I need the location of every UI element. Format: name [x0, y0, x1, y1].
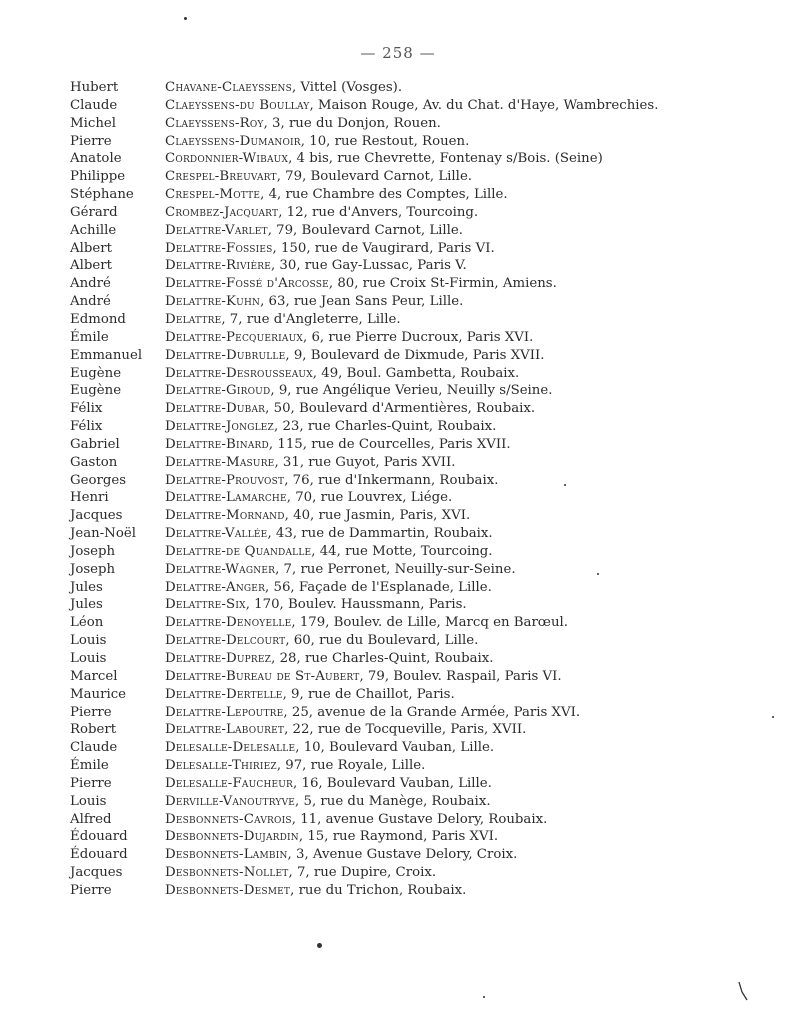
directory-entry: [0, 686, 796, 704]
scan-speck: [317, 943, 322, 948]
address: , 7, rue Dupire, Croix.: [288, 865, 437, 881]
address: , 4 bis, rue Chevrette, Fontenay s/Bois. (Seine): [288, 151, 603, 167]
address: , 9, Boulevard de Dixmude, Paris XVII.: [285, 347, 545, 363]
directory-entry: [0, 186, 796, 204]
entry-details: [165, 668, 562, 686]
first-name: Achille: [70, 222, 117, 238]
surname: Delattre-Masure: [165, 454, 275, 470]
surname: Delattre-Lepoutre: [165, 704, 284, 720]
surname: Claeyssens-du Boullay: [165, 97, 310, 113]
first-name: Jean-Noël: [70, 526, 136, 542]
first-name: Stéphane: [70, 187, 134, 203]
address: , 15, rue Raymond, Paris XVI.: [298, 829, 499, 845]
surname: Derville-Vanoutryve: [165, 793, 296, 809]
first-name: Henri: [70, 490, 109, 506]
address: , 63, rue Jean Sans Peur, Lille.: [260, 294, 464, 310]
entry-details: [165, 704, 580, 722]
surname: Delattre-Bureau de St-Aubert: [165, 668, 360, 684]
directory-entry: [0, 793, 796, 811]
directory-entry: [0, 257, 796, 275]
directory-entry: [0, 329, 796, 347]
surname: Delattre-Mornand: [165, 508, 285, 524]
address: , 43, rue de Dammartin, Roubaix.: [267, 526, 493, 542]
first-name: André: [70, 294, 111, 310]
surname: Delattre-Dubrulle: [165, 347, 286, 363]
address: , 31, rue Guyot, Paris XVII.: [274, 454, 456, 470]
first-name: Emmanuel: [70, 347, 143, 363]
entry-details: [165, 632, 478, 650]
entry-details: [165, 561, 516, 579]
address: , 6, rue Pierre Ducroux, Paris XVI.: [303, 329, 534, 345]
entry-details: [165, 507, 470, 525]
first-name: Jacques: [70, 508, 123, 524]
address: , 9, rue Angélique Verieu, Neuilly s/Seine.: [270, 383, 553, 399]
address: , 9, rue de Chaillot, Paris.: [282, 686, 455, 702]
directory-entry: [0, 525, 796, 543]
surname: Delattre-Desrousseaux: [165, 365, 313, 381]
directory-entry: [0, 133, 796, 151]
surname: Delattre-Jonglez: [165, 419, 274, 435]
directory-entry: [0, 472, 796, 490]
directory-entry: [0, 293, 796, 311]
scan-speck: [772, 716, 774, 718]
directory-entry: [0, 721, 796, 739]
surname: Chavane-Claeyssens: [165, 80, 292, 95]
address: , 5, rue du Manège, Roubaix.: [295, 793, 491, 809]
address: , 44, rue Motte, Tourcoing.: [311, 543, 493, 559]
directory-entry: [0, 846, 796, 864]
entry-details: [165, 846, 517, 864]
first-name: Edmond: [70, 311, 126, 327]
address: , Vittel (Vosges).: [291, 80, 403, 95]
surname: Delattre-Binard: [165, 436, 269, 452]
entry-details: [165, 525, 493, 543]
directory-entry: [0, 418, 796, 436]
entry-details: [165, 436, 511, 454]
entry-details: [165, 204, 478, 222]
address: , 179, Boulev. de Lille, Marcq en Barœul.: [291, 615, 569, 631]
address: , 79, Boulevard Carnot, Lille.: [276, 169, 473, 185]
first-name: Marcel: [70, 668, 118, 684]
surname: Delattre-Labouret: [165, 722, 285, 738]
first-name: Pierre: [70, 882, 112, 898]
entry-details: [165, 186, 508, 204]
first-name: André: [70, 276, 111, 292]
directory-entry: [0, 115, 796, 133]
directory-entry: [0, 828, 796, 846]
directory-entry: [0, 864, 796, 882]
first-name: Pierre: [70, 133, 112, 149]
entry-details: [165, 775, 492, 793]
entry-details: [165, 133, 469, 151]
surname: Delattre-Pecqueriaux: [165, 329, 303, 345]
scan-speck: [597, 573, 599, 575]
entry-details: [165, 543, 493, 561]
address: , 7, rue d'Angleterre, Lille.: [221, 311, 401, 327]
entry-details: [165, 828, 498, 846]
first-name: Pierre: [70, 704, 112, 720]
surname: Delattre-Prouvost: [165, 472, 285, 488]
first-name: Jacques: [70, 865, 123, 881]
first-name: Émile: [70, 329, 109, 345]
surname: Claeyssens-Dumanoir: [165, 133, 301, 149]
first-name: Louis: [70, 633, 107, 649]
entry-details: [165, 721, 526, 739]
address: , 40, rue Jasmin, Paris, XVI.: [284, 508, 471, 524]
first-name: Maurice: [70, 686, 127, 702]
first-name: Gaston: [70, 454, 118, 470]
directory-entry: [0, 204, 796, 222]
address: , 170, Boulev. Haussmann, Paris.: [245, 597, 467, 613]
entry-details: [165, 257, 467, 275]
address: , 50, Boulevard d'Armentières, Roubaix.: [265, 401, 536, 417]
surname: Delattre-Duprez: [165, 651, 272, 666]
address: , 23, rue Charles-Quint, Roubaix.: [274, 419, 497, 435]
surname: Delesalle-Faucheur: [165, 775, 294, 791]
surname: Delattre-Vallée: [165, 526, 268, 542]
address: , 80, rue Croix St-Firmin, Amiens.: [328, 276, 557, 292]
first-name: Michel: [70, 115, 117, 131]
directory-entry: [0, 97, 796, 115]
entry-details: [165, 864, 436, 882]
address: , 3, rue du Donjon, Rouen.: [263, 115, 441, 131]
surname: Delattre-Delcourt: [165, 633, 286, 649]
address: , 56, Façade de l'Esplanade, Lille.: [265, 579, 492, 595]
scan-speck: [184, 17, 187, 20]
first-name: Félix: [70, 401, 103, 417]
surname: Delattre-Dubar: [165, 401, 266, 417]
entry-details: [165, 793, 491, 811]
surname: Delattre-Fossies: [165, 240, 273, 256]
entry-details: [165, 150, 603, 168]
surname: Claeyssens-Roy: [165, 115, 264, 131]
address: , 16, Boulevard Vauban, Lille.: [293, 775, 492, 791]
address: , 25, avenue de la Grande Armée, Paris XVI.: [283, 704, 581, 720]
first-name: Eugène: [70, 365, 122, 381]
first-name: Claude: [70, 97, 118, 113]
address: , 10, rue Restout, Rouen.: [300, 133, 470, 149]
address: , 22, rue de Tocqueville, Paris, XVII.: [284, 722, 527, 738]
address: , 76, rue d'Inkermann, Roubaix.: [284, 472, 499, 488]
surname: Crombez-Jacquart: [165, 204, 279, 220]
address: , 10, Boulevard Vauban, Lille.: [295, 740, 495, 756]
first-name: Édouard: [70, 829, 128, 845]
entry-details: [165, 489, 452, 507]
directory-entry: [0, 596, 796, 614]
entry-details: [165, 614, 568, 632]
directory-entry: [0, 382, 796, 400]
surname: Delesalle-Thiriez: [165, 758, 277, 774]
directory-entry: [0, 775, 796, 793]
directory-entry: [0, 543, 796, 561]
surname: Desbonnets-Dujardin: [165, 829, 299, 845]
surname: Desbonnets-Cavrois: [165, 811, 292, 827]
address: , 28, rue Charles-Quint, Roubaix.: [271, 651, 494, 666]
directory-entry: [0, 507, 796, 525]
first-name: Joseph: [70, 543, 116, 559]
entry-details: [165, 347, 545, 365]
surname: Delattre-Varlet: [165, 222, 268, 238]
first-name: Louis: [70, 651, 107, 666]
first-name: Robert: [70, 722, 117, 738]
surname: Delattre-Lamarche: [165, 490, 287, 506]
entry-details: [165, 686, 455, 704]
first-name: Anatole: [70, 151, 122, 167]
address: , 97, rue Royale, Lille.: [276, 758, 426, 774]
first-name: Claude: [70, 740, 118, 756]
first-name: Albert: [70, 240, 112, 256]
surname: Crespel-Breuvart: [165, 169, 277, 185]
directory-entry: [0, 579, 796, 597]
surname: Delattre: [165, 311, 222, 327]
directory-entry: [0, 632, 796, 650]
surname: Delattre-Six: [165, 597, 246, 613]
directory-entry: [0, 365, 796, 383]
directory-entry: [0, 222, 796, 240]
entry-details: [165, 882, 466, 900]
first-name: Joseph: [70, 561, 116, 577]
address: , 49, Boul. Gambetta, Roubaix.: [312, 365, 520, 381]
first-name: Félix: [70, 419, 103, 435]
address: , 12, rue d'Anvers, Tourcoing.: [278, 204, 479, 220]
entry-details: [165, 115, 441, 133]
name-directory: [0, 79, 796, 900]
first-name: Émile: [70, 758, 109, 774]
address: , 150, rue de Vaugirard, Paris VI.: [272, 240, 495, 256]
entry-details: [165, 240, 495, 258]
directory-entry: [0, 757, 796, 775]
first-name: Louis: [70, 793, 107, 809]
surname: Desbonnets-Desmet: [165, 882, 291, 898]
entry-details: [165, 79, 402, 97]
entry-details: [165, 275, 557, 293]
first-name: Gabriel: [70, 436, 120, 452]
directory-entry: [0, 668, 796, 686]
entry-details: [165, 97, 658, 115]
directory-entry: [0, 150, 796, 168]
entry-details: [165, 418, 496, 436]
surname: Crespel-Motte: [165, 187, 261, 203]
surname: Cordonnier-Wibaux: [165, 151, 289, 167]
address: , 79, Boulev. Raspail, Paris VI.: [359, 668, 562, 684]
entry-details: [165, 811, 547, 829]
first-name: Léon: [70, 615, 104, 631]
entry-details: [165, 454, 456, 472]
first-name: Jules: [70, 597, 103, 613]
entry-details: [165, 168, 472, 186]
first-name: Philippe: [70, 169, 126, 185]
surname: Delattre-Dertelle: [165, 686, 283, 702]
first-name: Gérard: [70, 204, 118, 220]
directory-entry: [0, 436, 796, 454]
surname: Delattre-Wagner: [165, 561, 276, 577]
directory-entry: [0, 79, 796, 97]
first-name: Pierre: [70, 775, 112, 791]
entry-details: [165, 311, 401, 329]
scan-speck: [483, 996, 485, 998]
address: , 60, rue du Boulevard, Lille.: [285, 633, 479, 649]
address: , 70, rue Louvrex, Liége.: [286, 490, 453, 506]
first-name: Alfred: [70, 811, 112, 827]
entry-details: [165, 222, 463, 240]
entry-details: [165, 293, 463, 311]
directory-entry: [0, 240, 796, 258]
address: , 115, rue de Courcelles, Paris XVII.: [268, 436, 511, 452]
directory-entry: [0, 614, 796, 632]
directory-entry: [0, 347, 796, 365]
address: , 30, rue Gay-Lussac, Paris V.: [270, 258, 467, 274]
address: , 7, rue Perronet, Neuilly-sur-Seine.: [275, 561, 516, 577]
surname: Delesalle-Delesalle: [165, 740, 296, 756]
entry-details: [165, 329, 533, 347]
directory-entry: [0, 454, 796, 472]
first-name: Georges: [70, 472, 127, 488]
page-number: — 258 —: [360, 44, 436, 62]
address: , 3, Avenue Gustave Delory, Croix.: [287, 847, 518, 863]
surname: Delattre-Rivière: [165, 258, 271, 274]
surname: Delattre-Giroud: [165, 383, 271, 399]
directory-entry: [0, 882, 796, 900]
surname: Delattre-Fossé d'Arcosse: [165, 276, 329, 292]
directory-entry: [0, 811, 796, 829]
directory-entry: [0, 275, 796, 293]
first-name: Hubert: [70, 80, 119, 95]
surname: Delattre-Denoyelle: [165, 615, 292, 631]
first-name: Édouard: [70, 847, 128, 863]
first-name: Eugène: [70, 383, 122, 399]
surname: Delattre-Kuhn: [165, 294, 261, 310]
scan-speck: [564, 484, 566, 486]
address: , Maison Rouge, Av. du Chat. d'Haye, Wambrechies.: [309, 97, 659, 113]
surname: Desbonnets-Nollet: [165, 865, 289, 881]
entry-details: [165, 382, 552, 400]
first-name: Albert: [70, 258, 112, 274]
directory-entry: [0, 704, 796, 722]
entry-details: [165, 365, 519, 383]
scan-mark: [736, 980, 750, 1002]
entry-details: [165, 739, 494, 757]
entry-details: [165, 757, 425, 775]
directory-entry: [0, 489, 796, 507]
directory-entry: [0, 561, 796, 579]
directory-entry: [0, 739, 796, 757]
directory-entry: [0, 311, 796, 329]
address: , 4, rue Chambre des Comptes, Lille.: [260, 187, 508, 203]
entry-details: [165, 650, 494, 668]
address: , 11, avenue Gustave Delory, Roubaix.: [291, 811, 548, 827]
directory-entry: [0, 168, 796, 186]
address: , rue du Trichon, Roubaix.: [290, 882, 467, 898]
directory-entry: [0, 650, 796, 668]
entry-details: [165, 400, 535, 418]
entry-details: [165, 596, 467, 614]
entry-details: [165, 579, 492, 597]
surname: Delattre-de Quandalle: [165, 543, 312, 559]
address: , 79, Boulevard Carnot, Lille.: [267, 222, 464, 238]
surname: Desbonnets-Lambin: [165, 847, 288, 863]
first-name: Jules: [70, 579, 103, 595]
surname: Delattre-Anger: [165, 579, 266, 595]
directory-entry: [0, 400, 796, 418]
entry-details: [165, 472, 498, 490]
